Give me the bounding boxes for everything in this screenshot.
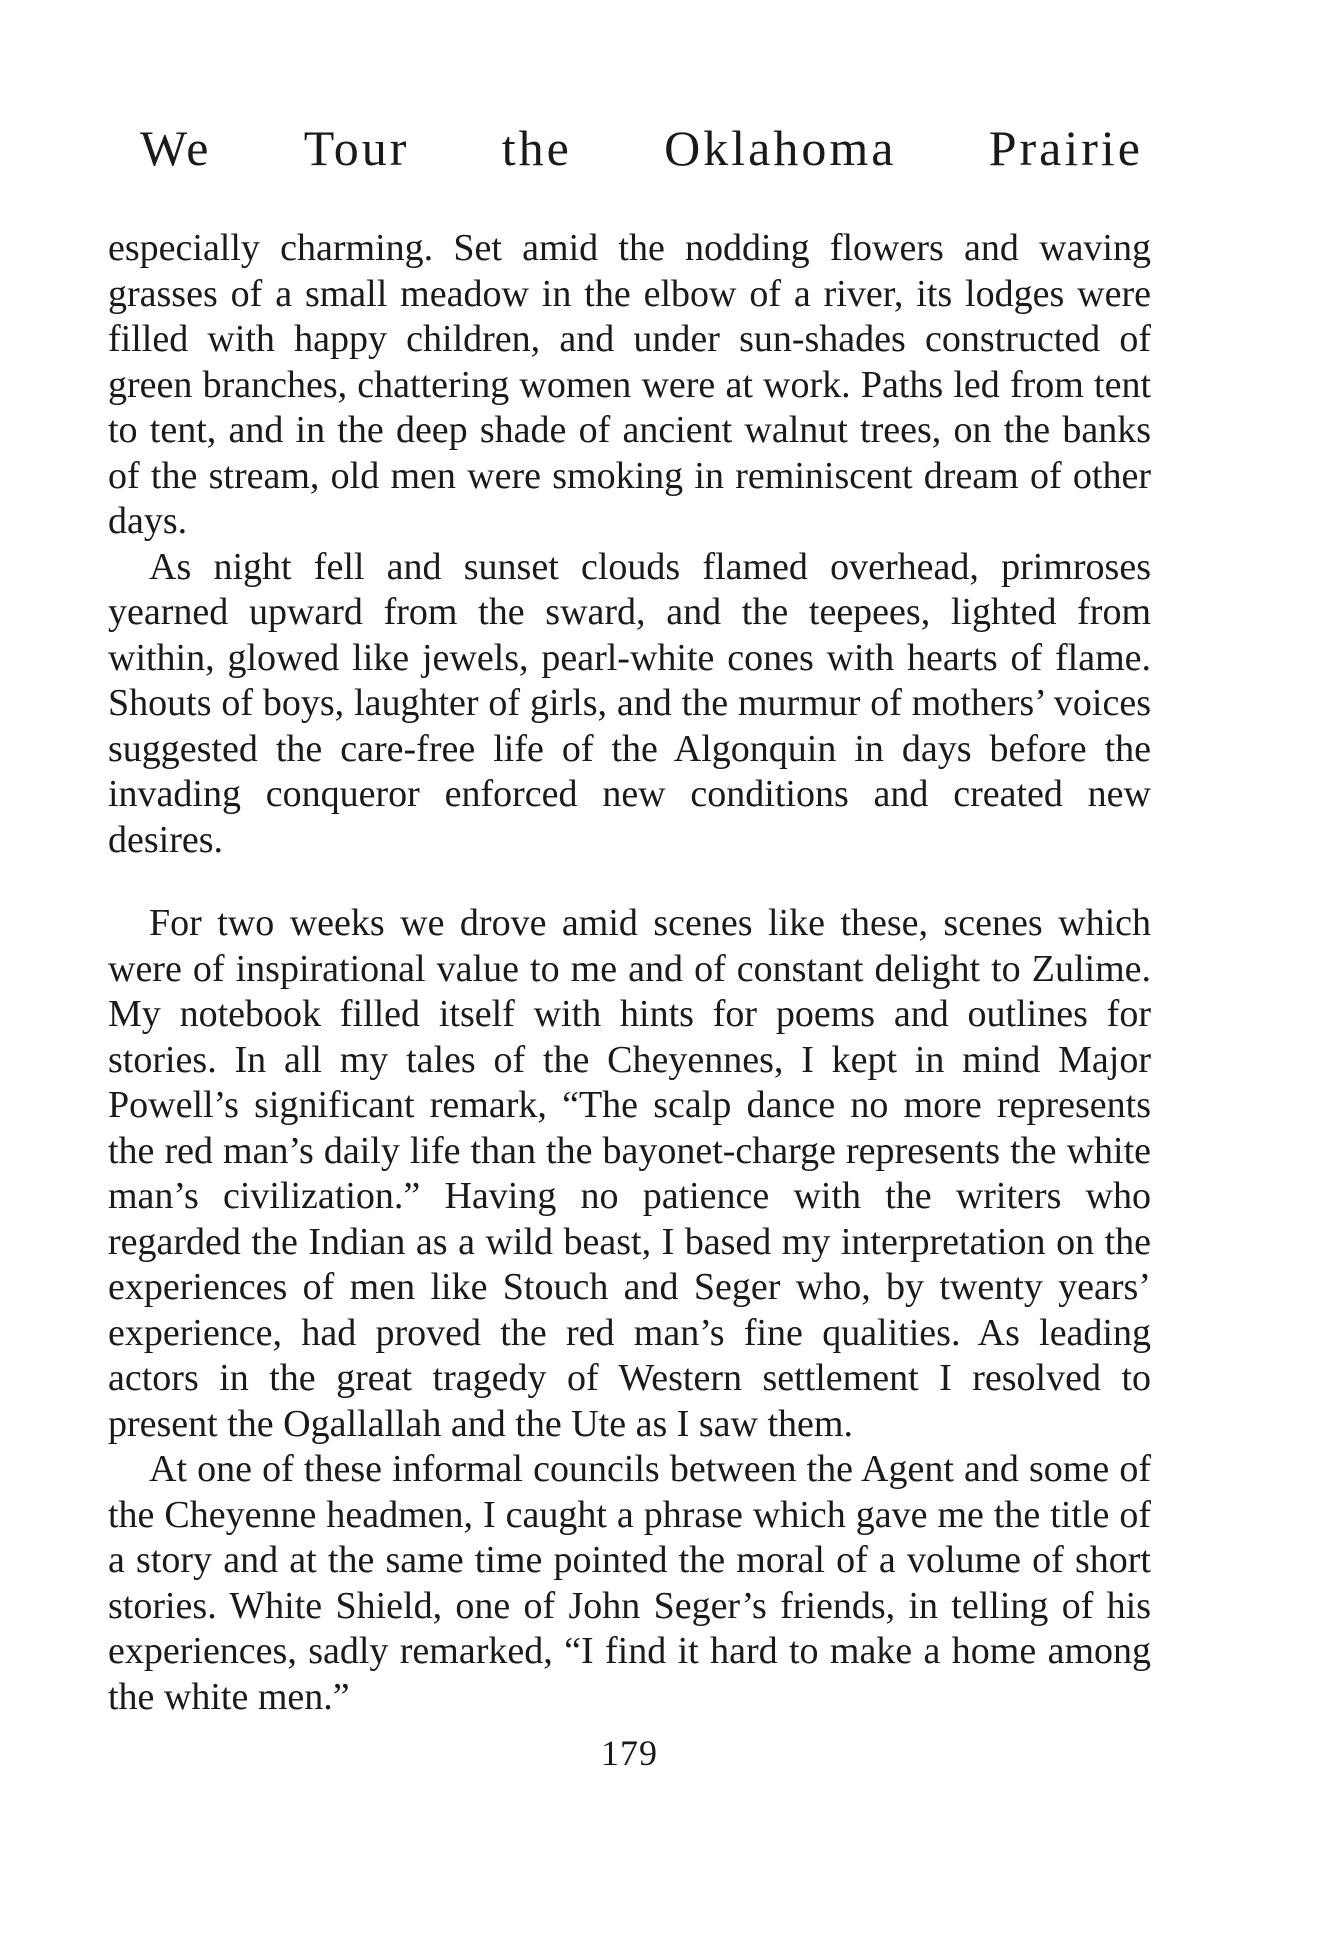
paragraph: For two weeks we drove amid scenes like these, scenes which were of inspirational value to me and of constant delight to Zulime. My notebook filled itself with hints for poems and outlines for stories. In all my tales of the Cheyennes, I kept in mind Major Powell’s significant remark, “The scalp dance no more represents the red man’s daily life than the bayonet-charge represents the white man’s civilization.” Having no patience with the writers who regarded the Indian as a wild beast, I based my interpretation on the experiences of men like Stouch and Seger who, by twenty years’ experience, had proved the red man’s fine qualities. As leading actors in the great tragedy of Western settlement I resolved to present the Ogallallah and the Ute as I saw them.: [108, 902, 1151, 1445]
body-text: [108, 226, 1151, 1720]
running-head-word: Prairie: [988, 120, 1143, 176]
paragraph: At one of these informal councils between the Agent and some of the Cheyenne headmen, I caught a phrase which gave me the title of a story and at the same time pointed the moral of a volume of short stories. White Shield, one of John Seger’s friends, in telling of his experiences, sadly remarked, “I find it hard to make a home among the white men.”: [108, 1448, 1151, 1718]
running-head-word: the: [501, 120, 572, 176]
paragraph: As night fell and sunset clouds flamed overhead, primroses yearned upward from the sward, and the teepees, lighted from within, glowed like jewels, pearl-white cones with hearts of flame. Shouts of boys, laughter of girls, and the murmur of mothers’ voices suggested the care-free life of the Algonquin in days before the invading conqueror enforced new conditions and created new desires.: [108, 545, 1151, 861]
running-head-word: Oklahoma: [664, 120, 897, 176]
running-head: [108, 120, 1151, 176]
running-head-word: Tour: [303, 120, 410, 176]
book-page: [108, 120, 1151, 1774]
paragraph: especially charming. Set amid the nodding flowers and waving grasses of a small meadow in the elbow of a river, its lodges were filled with happy children, and under sun-shades constructed of green branches, chattering women were at work. Paths led from tent to tent, and in the deep shade of ancient walnut trees, on the banks of the stream, old men were smoking in reminiscent dream of other days.: [108, 227, 1151, 542]
running-head-word: We: [140, 120, 212, 176]
page-number: 179: [601, 1733, 658, 1773]
